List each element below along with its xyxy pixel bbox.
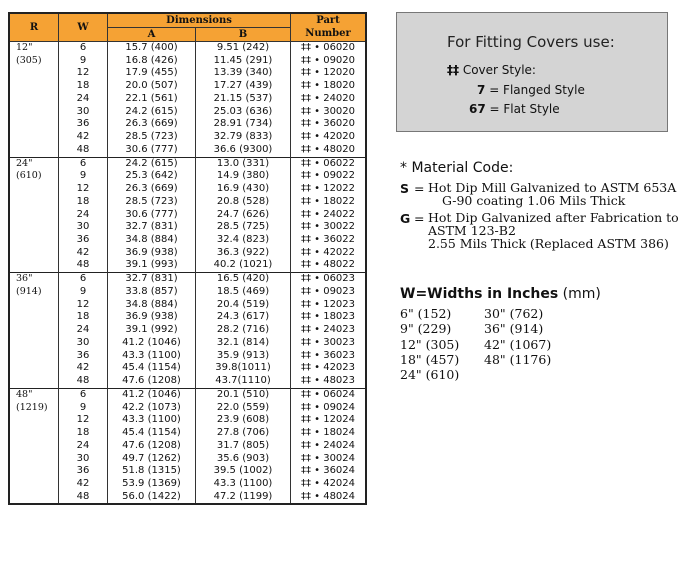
width-item: 48" (1176) xyxy=(484,351,552,367)
part-number-cell: ‡‡ • 06020 xyxy=(291,42,367,55)
widths-heading-bold: W=Widths in Inches xyxy=(400,286,559,302)
width-cell: 36 xyxy=(59,465,108,478)
part-number-cell: ‡‡ • 48023 xyxy=(291,375,367,388)
part-number-cell: ‡‡ • 18022 xyxy=(291,196,367,209)
table-row xyxy=(9,144,366,157)
dimension-a-cell: 16.8 (426) xyxy=(108,55,196,68)
radius-mm: (914) xyxy=(16,285,42,297)
width-cell: 42 xyxy=(59,478,108,491)
table-row xyxy=(9,402,366,415)
part-number-cell: ‡‡ • 24020 xyxy=(291,93,367,106)
width-cell: 6 xyxy=(59,388,108,401)
dimension-a-cell: 51.8 (1315) xyxy=(108,465,196,478)
width-item: 42" (1067) xyxy=(484,336,552,352)
part-number-cell: ‡‡ • 12020 xyxy=(291,67,367,80)
cover-style-label xyxy=(447,63,536,77)
dimension-b-cell: 39.5 (1002) xyxy=(196,465,291,478)
radius-inches: 12" xyxy=(16,42,33,53)
part-number-cell: ‡‡ • 30024 xyxy=(291,453,367,466)
width-item: 24" (610) xyxy=(400,367,460,383)
cover-option-flat xyxy=(469,102,560,116)
width-cell: 9 xyxy=(59,402,108,415)
dimension-a-cell: 28.5 (723) xyxy=(108,131,196,144)
table-row xyxy=(9,465,366,478)
width-cell: 9 xyxy=(59,286,108,299)
dimension-b-cell: 16.9 (430) xyxy=(196,183,291,196)
table-row xyxy=(9,427,366,440)
dimension-a-cell: 47.6 (1208) xyxy=(108,375,196,388)
part-number-cell: ‡‡ • 24023 xyxy=(291,324,367,337)
table-row xyxy=(9,183,366,196)
dimension-a-cell: 43.3 (1100) xyxy=(108,350,196,363)
dimension-b-cell: 20.1 (510) xyxy=(196,388,291,401)
table-row xyxy=(9,337,366,350)
material-code-letter: S xyxy=(400,181,410,196)
width-cell: 36 xyxy=(59,234,108,247)
dimension-a-cell: 39.1 (992) xyxy=(108,324,196,337)
table-row xyxy=(9,157,366,170)
table-row xyxy=(9,259,366,272)
dimension-a-cell: 26.3 (669) xyxy=(108,118,196,131)
part-number-cell: ‡‡ • 18020 xyxy=(291,80,367,93)
dimension-a-cell: 17.9 (455) xyxy=(108,67,196,80)
dimension-b-cell: 35.6 (903) xyxy=(196,453,291,466)
part-number-cell: ‡‡ • 42022 xyxy=(291,247,367,260)
fitting-covers-panel xyxy=(396,12,668,132)
table-row xyxy=(9,209,366,222)
dimension-b-cell: 47.2 (1199) xyxy=(196,491,291,505)
dimension-b-cell: 43.3 (1100) xyxy=(196,478,291,491)
width-cell: 36 xyxy=(59,350,108,363)
dimension-a-cell: 39.1 (993) xyxy=(108,259,196,272)
header-part-number xyxy=(291,13,367,42)
table-row xyxy=(9,375,366,388)
dimensions-table xyxy=(8,12,367,505)
material-desc-line: Hot Dip Galvanized after Fabrication to xyxy=(428,210,679,226)
material-code-description xyxy=(428,212,695,250)
widths-section xyxy=(400,286,601,382)
table-row xyxy=(9,388,366,401)
width-cell: 6 xyxy=(59,157,108,170)
header-part-line2: Number xyxy=(305,27,351,39)
radius-cell xyxy=(9,273,59,389)
part-number-cell: ‡‡ • 42024 xyxy=(291,478,367,491)
header-dimensions: Dimensions xyxy=(108,13,291,28)
table-row xyxy=(9,118,366,131)
dimension-b-cell: 20.4 (519) xyxy=(196,299,291,312)
dimension-a-cell: 45.4 (1154) xyxy=(108,427,196,440)
header-r: R xyxy=(9,13,59,42)
table-row xyxy=(9,67,366,80)
dimension-a-cell: 30.6 (777) xyxy=(108,144,196,157)
dimension-a-cell: 34.8 (884) xyxy=(108,299,196,312)
dimension-a-cell: 20.0 (507) xyxy=(108,80,196,93)
material-code-eq: = xyxy=(414,211,425,227)
part-number-cell: ‡‡ • 18023 xyxy=(291,311,367,324)
width-cell: 48 xyxy=(59,375,108,388)
header-b: B xyxy=(196,28,291,42)
part-number-cell: ‡‡ • 12022 xyxy=(291,183,367,196)
part-number-cell: ‡‡ • 36020 xyxy=(291,118,367,131)
width-cell: 48 xyxy=(59,144,108,157)
dimension-a-cell: 25.3 (642) xyxy=(108,170,196,183)
dimension-a-cell: 41.2 (1046) xyxy=(108,388,196,401)
width-cell: 24 xyxy=(59,209,108,222)
fitting-title: For Fitting Covers use: xyxy=(447,33,615,51)
dimension-b-cell: 18.5 (469) xyxy=(196,286,291,299)
table-row xyxy=(9,440,366,453)
part-number-cell: ‡‡ • 09022 xyxy=(291,170,367,183)
dimension-a-cell: 34.8 (884) xyxy=(108,234,196,247)
width-cell: 9 xyxy=(59,55,108,68)
table-row xyxy=(9,170,366,183)
part-number-cell: ‡‡ • 09024 xyxy=(291,402,367,415)
material-code-eq: = xyxy=(414,181,425,196)
part-number-cell: ‡‡ • 06022 xyxy=(291,157,367,170)
width-cell: 24 xyxy=(59,324,108,337)
dimension-b-cell: 36.6 (9300) xyxy=(196,144,291,157)
radius-cell xyxy=(9,388,59,504)
table-row xyxy=(9,196,366,209)
material-desc-line: ASTM 123-B2 xyxy=(428,223,516,239)
dimension-a-cell: 36.9 (938) xyxy=(108,311,196,324)
width-cell: 18 xyxy=(59,311,108,324)
dimension-b-cell: 21.15 (537) xyxy=(196,93,291,106)
table-row xyxy=(9,324,366,337)
cover-style-text: Cover Style: xyxy=(462,63,536,77)
width-cell: 42 xyxy=(59,247,108,260)
dimension-b-cell: 25.03 (636) xyxy=(196,106,291,119)
table-row xyxy=(9,453,366,466)
table-row xyxy=(9,234,366,247)
table-row xyxy=(9,93,366,106)
width-cell: 18 xyxy=(59,427,108,440)
dimension-a-cell: 53.9 (1369) xyxy=(108,478,196,491)
dimension-b-cell: 9.51 (242) xyxy=(196,42,291,55)
table-row xyxy=(9,221,366,234)
dimension-a-cell: 24.2 (615) xyxy=(108,157,196,170)
dimension-b-cell: 40.2 (1021) xyxy=(196,259,291,272)
width-cell: 18 xyxy=(59,80,108,93)
dimension-b-cell: 35.9 (913) xyxy=(196,350,291,363)
dimension-b-cell: 17.27 (439) xyxy=(196,80,291,93)
material-desc-line: 2.55 Mils Thick (Replaced ASTM 386) xyxy=(428,235,669,251)
radius-mm: (610) xyxy=(16,170,42,182)
cover-option-label: = Flat Style xyxy=(489,102,560,116)
material-code-g xyxy=(400,212,695,250)
dimension-b-cell: 24.3 (617) xyxy=(196,311,291,324)
part-number-cell: ‡‡ • 24022 xyxy=(291,209,367,222)
dimension-a-cell: 33.8 (857) xyxy=(108,286,196,299)
dimension-b-cell: 28.2 (716) xyxy=(196,324,291,337)
cover-option-label: = Flanged Style xyxy=(489,83,585,97)
width-item: 36" (914) xyxy=(484,321,544,337)
dimension-a-cell: 32.7 (831) xyxy=(108,221,196,234)
width-cell: 18 xyxy=(59,196,108,209)
table-group xyxy=(9,157,366,273)
dimension-a-cell: 26.3 (669) xyxy=(108,183,196,196)
cover-option-code: 67 xyxy=(469,102,486,116)
width-item: 30" (762) xyxy=(484,306,544,321)
dimension-b-cell: 13.0 (331) xyxy=(196,157,291,170)
material-desc-line: Hot Dip Mill Galvanized to ASTM 653A xyxy=(428,180,677,195)
table-row xyxy=(9,299,366,312)
dimension-b-cell: 39.8(1011) xyxy=(196,362,291,375)
table-row xyxy=(9,362,366,375)
part-number-cell: ‡‡ • 36023 xyxy=(291,350,367,363)
dimension-a-cell: 49.7 (1262) xyxy=(108,453,196,466)
part-number-cell: ‡‡ • 36022 xyxy=(291,234,367,247)
part-number-cell: ‡‡ • 24024 xyxy=(291,440,367,453)
table-row xyxy=(9,478,366,491)
width-item: 18" (457) xyxy=(400,351,460,367)
dimension-b-cell: 28.5 (725) xyxy=(196,221,291,234)
cover-symbol: ‡‡ xyxy=(447,63,459,77)
dimension-a-cell: 32.7 (831) xyxy=(108,273,196,286)
table-row xyxy=(9,286,366,299)
dimension-b-cell: 31.7 (805) xyxy=(196,440,291,453)
dimension-b-cell: 22.0 (559) xyxy=(196,402,291,415)
radius-inches: 24" xyxy=(16,157,33,169)
radius-mm: (1219) xyxy=(16,401,48,413)
dimension-a-cell: 24.2 (615) xyxy=(108,106,196,119)
dimension-b-cell: 11.45 (291) xyxy=(196,55,291,68)
dimension-b-cell: 43.7(1110) xyxy=(196,375,291,388)
table-row xyxy=(9,311,366,324)
width-cell: 6 xyxy=(59,273,108,286)
part-number-cell: ‡‡ • 48024 xyxy=(291,491,367,505)
width-cell: 30 xyxy=(59,221,108,234)
dimension-b-cell: 24.7 (626) xyxy=(196,209,291,222)
header-w: W xyxy=(59,13,108,42)
part-number-cell: ‡‡ • 18024 xyxy=(291,427,367,440)
table-row xyxy=(9,42,366,55)
material-code-letter: G xyxy=(400,211,411,227)
dimension-a-cell: 22.1 (561) xyxy=(108,93,196,106)
part-number-cell: ‡‡ • 30022 xyxy=(291,221,367,234)
dimension-b-cell: 28.91 (734) xyxy=(196,118,291,131)
header-a: A xyxy=(108,28,196,42)
width-cell: 12 xyxy=(59,299,108,312)
width-cell: 30 xyxy=(59,106,108,119)
width-item: 6" (152) xyxy=(400,306,452,321)
part-number-cell: ‡‡ • 30023 xyxy=(291,337,367,350)
width-cell: 24 xyxy=(59,440,108,453)
part-number-cell: ‡‡ • 30020 xyxy=(291,106,367,119)
dimension-a-cell: 56.0 (1422) xyxy=(108,491,196,505)
radius-inches: 48" xyxy=(16,388,33,400)
dimension-b-cell: 27.8 (706) xyxy=(196,427,291,440)
dimension-b-cell: 20.8 (528) xyxy=(196,196,291,209)
table-row xyxy=(9,414,366,427)
dimension-b-cell: 14.9 (380) xyxy=(196,170,291,183)
dimension-b-cell: 36.3 (922) xyxy=(196,247,291,260)
width-cell: 48 xyxy=(59,259,108,272)
table-row xyxy=(9,131,366,144)
table-row xyxy=(9,491,366,505)
dimension-b-cell: 13.39 (340) xyxy=(196,67,291,80)
widths-heading-unit: (mm) xyxy=(558,286,601,302)
part-number-cell: ‡‡ • 42020 xyxy=(291,131,367,144)
dimension-b-cell: 16.5 (420) xyxy=(196,273,291,286)
part-number-cell: ‡‡ • 06024 xyxy=(291,388,367,401)
table-group xyxy=(9,42,366,158)
dimension-a-cell: 42.2 (1073) xyxy=(108,402,196,415)
table-group xyxy=(9,388,366,504)
material-code-section xyxy=(400,160,695,256)
dimension-b-cell: 32.79 (833) xyxy=(196,131,291,144)
cover-option-flanged xyxy=(477,83,585,97)
width-cell: 48 xyxy=(59,491,108,505)
table-row xyxy=(9,80,366,93)
widths-heading xyxy=(400,286,601,302)
dimension-b-cell: 23.9 (608) xyxy=(196,414,291,427)
dimension-a-cell: 45.4 (1154) xyxy=(108,362,196,375)
width-cell: 42 xyxy=(59,362,108,375)
width-cell: 24 xyxy=(59,93,108,106)
table-row xyxy=(9,55,366,68)
part-number-cell: ‡‡ • 06023 xyxy=(291,273,367,286)
dimension-a-cell: 43.3 (1100) xyxy=(108,414,196,427)
widths-list xyxy=(400,306,601,382)
part-number-cell: ‡‡ • 42023 xyxy=(291,362,367,375)
radius-cell xyxy=(9,42,59,158)
part-number-cell: ‡‡ • 48022 xyxy=(291,259,367,272)
radius-inches: 36" xyxy=(16,273,33,285)
dimension-a-cell: 47.6 (1208) xyxy=(108,440,196,453)
width-cell: 12 xyxy=(59,414,108,427)
width-item: 12" (305) xyxy=(400,336,460,352)
table-row xyxy=(9,247,366,260)
part-number-cell: ‡‡ • 09020 xyxy=(291,55,367,68)
width-cell: 42 xyxy=(59,131,108,144)
width-cell: 30 xyxy=(59,337,108,350)
width-cell: 12 xyxy=(59,183,108,196)
width-cell: 36 xyxy=(59,118,108,131)
width-cell: 9 xyxy=(59,170,108,183)
width-cell: 6 xyxy=(59,42,108,55)
table-row xyxy=(9,273,366,286)
table-row xyxy=(9,350,366,363)
material-heading: * Material Code: xyxy=(400,160,514,176)
part-number-cell: ‡‡ • 12023 xyxy=(291,299,367,312)
dimension-b-cell: 32.4 (823) xyxy=(196,234,291,247)
material-desc-line: G-90 coating 1.06 Mils Thick xyxy=(442,192,626,208)
part-number-cell: ‡‡ • 09023 xyxy=(291,286,367,299)
cover-option-code: 7 xyxy=(477,83,486,97)
dimension-a-cell: 30.6 (777) xyxy=(108,209,196,222)
part-number-cell: ‡‡ • 36024 xyxy=(291,465,367,478)
width-cell: 12 xyxy=(59,67,108,80)
table-group xyxy=(9,273,366,389)
part-number-cell: ‡‡ • 48020 xyxy=(291,144,367,157)
material-code-s xyxy=(400,182,695,207)
dimension-a-cell: 41.2 (1046) xyxy=(108,337,196,350)
dimension-b-cell: 32.1 (814) xyxy=(196,337,291,350)
part-number-cell: ‡‡ • 12024 xyxy=(291,414,367,427)
width-cell: 30 xyxy=(59,453,108,466)
dimension-a-cell: 28.5 (723) xyxy=(108,196,196,209)
dimension-a-cell: 15.7 (400) xyxy=(108,42,196,55)
radius-mm: (305) xyxy=(16,54,42,66)
table-row xyxy=(9,106,366,119)
dimension-a-cell: 36.9 (938) xyxy=(108,247,196,260)
material-code-description xyxy=(428,182,695,207)
width-item: 9" (229) xyxy=(400,321,452,337)
radius-cell xyxy=(9,157,59,273)
header-part-line1: Part xyxy=(316,14,340,26)
